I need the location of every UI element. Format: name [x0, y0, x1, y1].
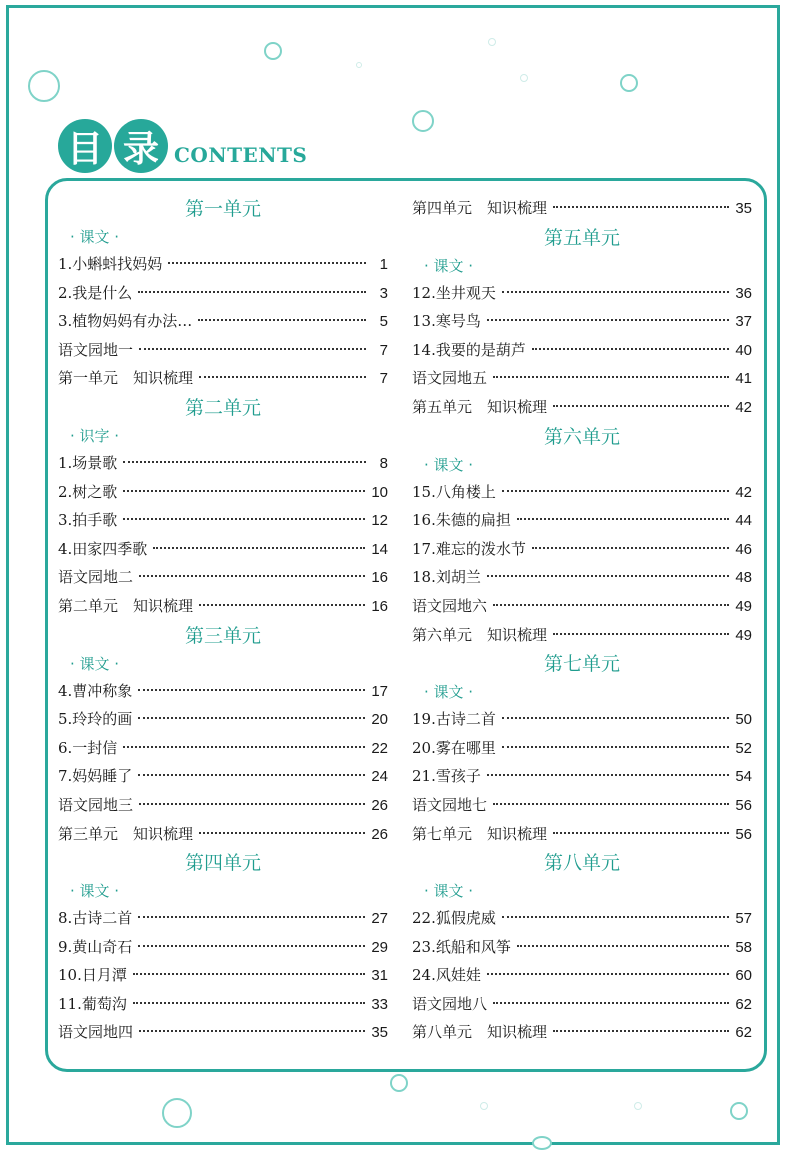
toc-entry-title: 9.黄山奇石 [58, 937, 133, 956]
toc-entry-title: 22.狐假虎威 [412, 909, 496, 928]
toc-entry-page: 7 [379, 341, 388, 359]
toc-entry-title: 第五单元 知识梳理 [412, 397, 548, 416]
toc-entry[interactable] [412, 393, 752, 422]
toc-entry[interactable] [412, 791, 752, 820]
dot-leader [532, 547, 729, 549]
toc-entry[interactable] [58, 904, 388, 933]
toc-entry-title: 1.小蝌蚪找妈妈 [58, 255, 163, 273]
toc-entry[interactable] [412, 1018, 752, 1047]
bubble-decoration [264, 42, 282, 60]
dot-leader [487, 575, 729, 577]
unit-title: 第六单元 [543, 425, 620, 448]
toc-entry-title: 2.我是什么 [58, 283, 133, 302]
toc-entry-title: 3.植物妈妈有办法… [58, 312, 193, 331]
bubble-decoration [532, 1136, 552, 1150]
dot-leader [553, 633, 729, 635]
toc-entry[interactable] [58, 820, 388, 849]
bubble-decoration [162, 1098, 192, 1128]
toc-entry[interactable] [412, 336, 752, 365]
dot-leader [138, 916, 365, 918]
toc-entry-page: 58 [735, 938, 752, 956]
toc-entry-page: 35 [735, 200, 752, 217]
toc-entry[interactable] [58, 364, 388, 393]
section-label: · 课文 · [424, 882, 474, 901]
toc-entry-title: 6.一封信 [58, 738, 118, 757]
toc-entry-page: 17 [371, 682, 388, 700]
toc-entry-page: 35 [371, 1024, 388, 1042]
dot-leader [553, 405, 729, 407]
dot-leader [139, 1030, 365, 1032]
toc-entry-title: 15.八角楼上 [412, 482, 496, 501]
toc-entry[interactable] [58, 592, 388, 621]
unit-title: 第八单元 [543, 852, 620, 875]
toc-entry[interactable] [412, 364, 752, 393]
toc-entry[interactable] [58, 705, 388, 734]
toc-entry-title: 语文园地七 [412, 795, 488, 814]
toc-entry-title: 语文园地五 [412, 369, 488, 388]
toc-entry-page: 26 [371, 825, 388, 843]
toc-entry-title: 第一单元 知识梳理 [58, 369, 194, 388]
dot-leader [502, 717, 729, 719]
toc-entry[interactable] [412, 279, 752, 308]
unit-title: 第三单元 [184, 624, 261, 647]
toc-entry-page: 62 [735, 995, 752, 1013]
toc-entry-page: 7 [379, 370, 388, 388]
toc-entry-page: 37 [735, 313, 752, 331]
toc-entry-page: 5 [379, 313, 388, 331]
section-label: · 课文 · [424, 256, 474, 275]
dot-leader [493, 604, 729, 606]
toc-entry-title: 1.场景歌 [58, 453, 118, 472]
toc-entry-title: 2.树之歌 [58, 482, 118, 501]
toc-entry[interactable] [58, 990, 388, 1019]
toc-entry[interactable] [412, 961, 752, 990]
toc-entry-title: 语文园地八 [412, 994, 488, 1013]
dot-leader [153, 547, 365, 549]
dot-leader [487, 774, 729, 776]
toc-entry[interactable] [412, 705, 752, 734]
dot-leader [199, 832, 365, 834]
toc-entry[interactable] [412, 933, 752, 962]
toc-entry[interactable] [412, 820, 752, 849]
toc-entry-title: 语文园地二 [58, 568, 134, 587]
toc-entry[interactable] [58, 677, 388, 706]
bubble-decoration [520, 74, 528, 82]
toc-entry[interactable] [58, 250, 388, 279]
unit-title: 第二单元 [184, 396, 261, 419]
bubble-decoration [412, 110, 434, 132]
toc-entry-page: 44 [735, 512, 752, 530]
toc-entry-page: 31 [371, 967, 388, 985]
toc-entry[interactable] [58, 279, 388, 308]
toc-entry[interactable] [58, 336, 388, 365]
toc-entry[interactable] [58, 506, 388, 535]
toc-entry-title: 13.寒号鸟 [412, 312, 481, 331]
bubble-decoration [620, 74, 638, 92]
toc-entry-title: 18.刘胡兰 [412, 568, 481, 587]
bubble-decoration [390, 1074, 408, 1092]
toc-entry-title: 8.古诗二首 [58, 909, 133, 928]
toc-entry[interactable] [58, 307, 388, 336]
toc-entry[interactable] [412, 563, 752, 592]
toc-entry[interactable] [58, 478, 388, 507]
toc-entry-page: 33 [371, 995, 388, 1013]
toc-entry[interactable] [412, 194, 752, 223]
toc-entry-page: 57 [735, 910, 752, 928]
toc-entry[interactable] [58, 791, 388, 820]
dot-leader [199, 376, 366, 378]
toc-entry[interactable] [412, 990, 752, 1019]
dot-leader [123, 518, 365, 520]
dot-leader [138, 291, 366, 293]
toc-entry-page: 36 [735, 284, 752, 302]
toc-entry-title: 17.难忘的泼水节 [412, 539, 526, 558]
toc-entry[interactable] [58, 961, 388, 990]
section-label: · 课文 · [70, 228, 120, 246]
section-label: · 课文 · [70, 654, 120, 673]
section-label: · 课文 · [70, 882, 120, 901]
unit-title: 第七单元 [543, 653, 620, 676]
toc-entry-title: 19.古诗二首 [412, 710, 496, 729]
toc-entry[interactable] [58, 734, 388, 763]
toc-entry-title: 语文园地三 [58, 795, 134, 814]
toc-entry-page: 16 [371, 597, 388, 615]
toc-entry-title: 5.玲玲的画 [58, 710, 133, 729]
toc-entry-title: 14.我要的是葫芦 [412, 340, 526, 359]
toc-entry[interactable] [412, 535, 752, 564]
toc-entry-title: 7.妈妈睡了 [58, 767, 133, 786]
dot-leader [502, 746, 729, 748]
toc-entry-page: 26 [371, 796, 388, 814]
toc-entry-title: 12.坐井观天 [412, 283, 496, 302]
title-char-2: 录 [114, 119, 168, 173]
toc-entry-page: 20 [371, 711, 388, 729]
dot-leader [502, 291, 729, 293]
bubble-decoration [356, 62, 362, 68]
dot-leader [139, 575, 365, 577]
bubble-decoration [480, 1102, 488, 1110]
toc-entry[interactable] [58, 1018, 388, 1047]
dot-leader [123, 461, 366, 463]
dot-leader [199, 604, 365, 606]
toc-entry-page: 49 [735, 626, 752, 644]
dot-leader [493, 1002, 729, 1004]
toc-column-left [58, 194, 388, 1047]
toc-entry-page: 16 [371, 569, 388, 587]
dot-leader [139, 803, 365, 805]
toc-entry-title: 第六单元 知识梳理 [412, 625, 548, 644]
dot-leader [138, 774, 365, 776]
bubble-decoration [488, 38, 496, 46]
bubble-decoration [730, 1102, 748, 1120]
title-char-1: 目 [58, 119, 112, 173]
toc-entry-page: 54 [735, 768, 752, 786]
toc-entry-title: 11.葡萄沟 [58, 994, 127, 1013]
toc-entry-title: 第四单元 知识梳理 [412, 199, 548, 217]
toc-entry-page: 50 [735, 711, 752, 729]
toc-entry-title: 20.雾在哪里 [412, 738, 496, 757]
title-english: CONTENTS [174, 143, 308, 167]
dot-leader [493, 803, 729, 805]
unit-title: 第五单元 [543, 226, 620, 249]
toc-entry[interactable] [58, 449, 388, 478]
unit-title: 第一单元 [184, 198, 261, 220]
toc-entry[interactable] [58, 762, 388, 791]
dot-leader [493, 376, 729, 378]
toc-entry-page: 56 [735, 825, 752, 843]
toc-entry-title: 24.风娃娃 [412, 966, 481, 985]
dot-leader [532, 348, 729, 350]
toc-entry[interactable] [412, 506, 752, 535]
contents-title [58, 113, 307, 173]
dot-leader [123, 490, 365, 492]
dot-leader [138, 717, 365, 719]
toc-panel [45, 178, 767, 1072]
dot-leader [168, 262, 366, 264]
toc-entry-title: 第八单元 知识梳理 [412, 1023, 548, 1042]
toc-entry[interactable] [58, 933, 388, 962]
toc-entry-page: 3 [379, 284, 388, 302]
dot-leader [138, 945, 365, 947]
dot-leader [517, 518, 729, 520]
section-label: · 课文 · [424, 683, 474, 702]
toc-column-right [412, 194, 752, 1047]
toc-entry[interactable] [412, 734, 752, 763]
unit-title: 第四单元 [184, 852, 261, 875]
dot-leader [139, 348, 366, 350]
toc-entry-page: 1 [379, 256, 388, 273]
toc-entry-page: 52 [735, 739, 752, 757]
dot-leader [502, 916, 729, 918]
toc-entry-title: 23.纸船和风筝 [412, 937, 511, 956]
dot-leader [553, 832, 729, 834]
toc-entry-page: 41 [735, 370, 752, 388]
toc-entry[interactable] [412, 478, 752, 507]
bubble-decoration [28, 70, 60, 102]
toc-entry-page: 42 [735, 483, 752, 501]
dot-leader [487, 319, 729, 321]
toc-entry-page: 56 [735, 796, 752, 814]
toc-entry-page: 22 [371, 739, 388, 757]
toc-entry-page: 49 [735, 597, 752, 615]
dot-leader [138, 689, 365, 691]
toc-entry-title: 语文园地四 [58, 1023, 134, 1042]
toc-entry-title: 语文园地一 [58, 340, 134, 359]
toc-entry-title: 第三单元 知识梳理 [58, 824, 194, 843]
toc-entry-title: 第二单元 知识梳理 [58, 596, 194, 615]
toc-entry-title: 第七单元 知识梳理 [412, 824, 548, 843]
toc-entry-title: 语文园地六 [412, 596, 488, 615]
toc-entry-title: 16.朱德的扁担 [412, 511, 511, 530]
toc-entry-title: 10.日月潭 [58, 966, 127, 985]
dot-leader [553, 206, 729, 208]
toc-entry-page: 8 [379, 454, 388, 472]
toc-entry-title: 4.曹冲称象 [58, 681, 133, 700]
toc-entry-title: 3.拍手歌 [58, 511, 118, 530]
dot-leader [553, 1030, 729, 1032]
toc-entry-page: 46 [735, 540, 752, 558]
toc-entry[interactable] [412, 307, 752, 336]
dot-leader [502, 490, 729, 492]
toc-entry-page: 27 [371, 910, 388, 928]
dot-leader [198, 319, 366, 321]
toc-entry-page: 29 [371, 938, 388, 956]
section-label: · 识字 · [70, 426, 120, 445]
dot-leader [133, 1002, 365, 1004]
toc-entry-title: 21.雪孩子 [412, 767, 481, 786]
toc-entry[interactable] [412, 904, 752, 933]
toc-entry-title: 4.田家四季歌 [58, 539, 148, 558]
section-label: · 课文 · [424, 455, 474, 474]
toc-entry-page: 14 [371, 540, 388, 558]
toc-entry-page: 48 [735, 569, 752, 587]
toc-entry[interactable] [412, 621, 752, 650]
dot-leader [133, 973, 365, 975]
bubble-decoration [634, 1102, 642, 1110]
dot-leader [487, 973, 729, 975]
toc-entry[interactable] [412, 762, 752, 791]
toc-entry-page: 42 [735, 398, 752, 416]
toc-entry-page: 62 [735, 1024, 752, 1042]
dot-leader [123, 746, 365, 748]
toc-entry-page: 10 [371, 483, 388, 501]
toc-entry[interactable] [58, 535, 388, 564]
toc-entry-page: 12 [371, 512, 388, 530]
toc-entry-page: 40 [735, 341, 752, 359]
toc-entry[interactable] [58, 563, 388, 592]
toc-entry-page: 60 [735, 967, 752, 985]
toc-entry[interactable] [412, 592, 752, 621]
toc-entry-page: 24 [371, 768, 388, 786]
dot-leader [517, 945, 729, 947]
